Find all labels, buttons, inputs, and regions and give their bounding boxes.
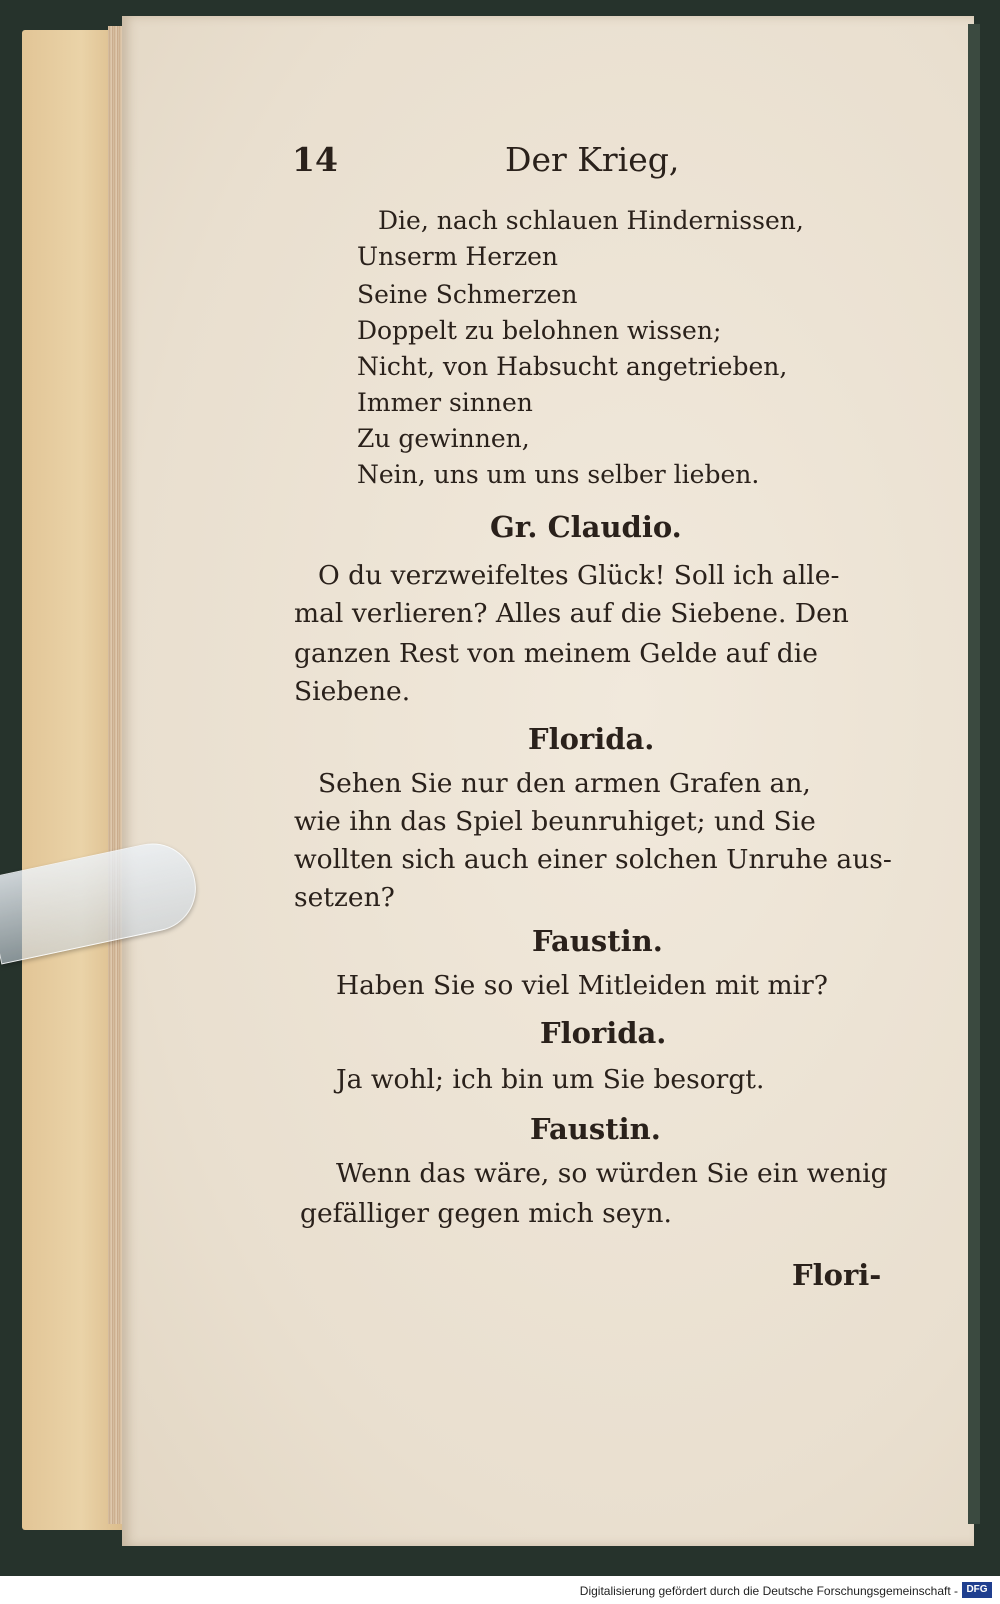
running-head: Der Krieg,: [505, 140, 680, 179]
verse-line: Die, nach schlauen Hindernissen,: [378, 206, 804, 235]
speaker-name: Florida.: [540, 1016, 667, 1050]
prose-line: gefälliger gegen mich seyn.: [300, 1198, 672, 1229]
verse-line: Seine Schmerzen: [357, 280, 578, 309]
prose-line: wie ihn das Spiel beunruhiget; und Sie: [294, 806, 816, 837]
prose-line: Haben Sie so viel Mitleiden mit mir?: [336, 970, 828, 1001]
prose-line: wollten sich auch einer solchen Unruhe aus-: [294, 844, 892, 875]
prose-line: ganzen Rest von meinem Gelde auf die: [294, 638, 818, 669]
prose-line: O du verzweifeltes Glück! Soll ich alle-: [318, 560, 840, 591]
footer-bar: [0, 1576, 1000, 1604]
prose-line: Siebene.: [294, 676, 411, 707]
verse-line: Nicht, von Habsucht angetrieben,: [357, 352, 788, 381]
page-shadow-right: [968, 24, 980, 1524]
speaker-name: Gr. Claudio.: [490, 510, 682, 544]
speaker-name: Florida.: [528, 722, 655, 756]
prose-line: setzen?: [294, 882, 395, 913]
speaker-name: Faustin.: [530, 1112, 661, 1146]
dfg-logo: DFG: [962, 1582, 992, 1598]
verse-line: Nein, uns um uns selber lieben.: [357, 460, 760, 489]
footer-credit: Digitalisierung gefördert durch die Deutsche Forschungsgemeinschaft -: [579, 1584, 958, 1598]
verse-line: Zu gewinnen,: [357, 424, 530, 453]
prose-line: Ja wohl; ich bin um Sie besorgt.: [336, 1064, 765, 1095]
speaker-name: Faustin.: [532, 924, 663, 958]
verse-line: Unserm Herzen: [357, 242, 559, 271]
prose-line: Wenn das wäre, so würden Sie ein wenig: [336, 1158, 888, 1189]
prose-line: Sehen Sie nur den armen Grafen an,: [318, 768, 811, 799]
verse-line: Immer sinnen: [357, 388, 533, 417]
page-number: 14: [292, 140, 338, 179]
prose-line: mal verlieren? Alles auf die Siebene. Den: [294, 598, 849, 629]
verse-line: Doppelt zu belohnen wissen;: [357, 316, 722, 345]
catchword: Flori-: [792, 1258, 882, 1292]
